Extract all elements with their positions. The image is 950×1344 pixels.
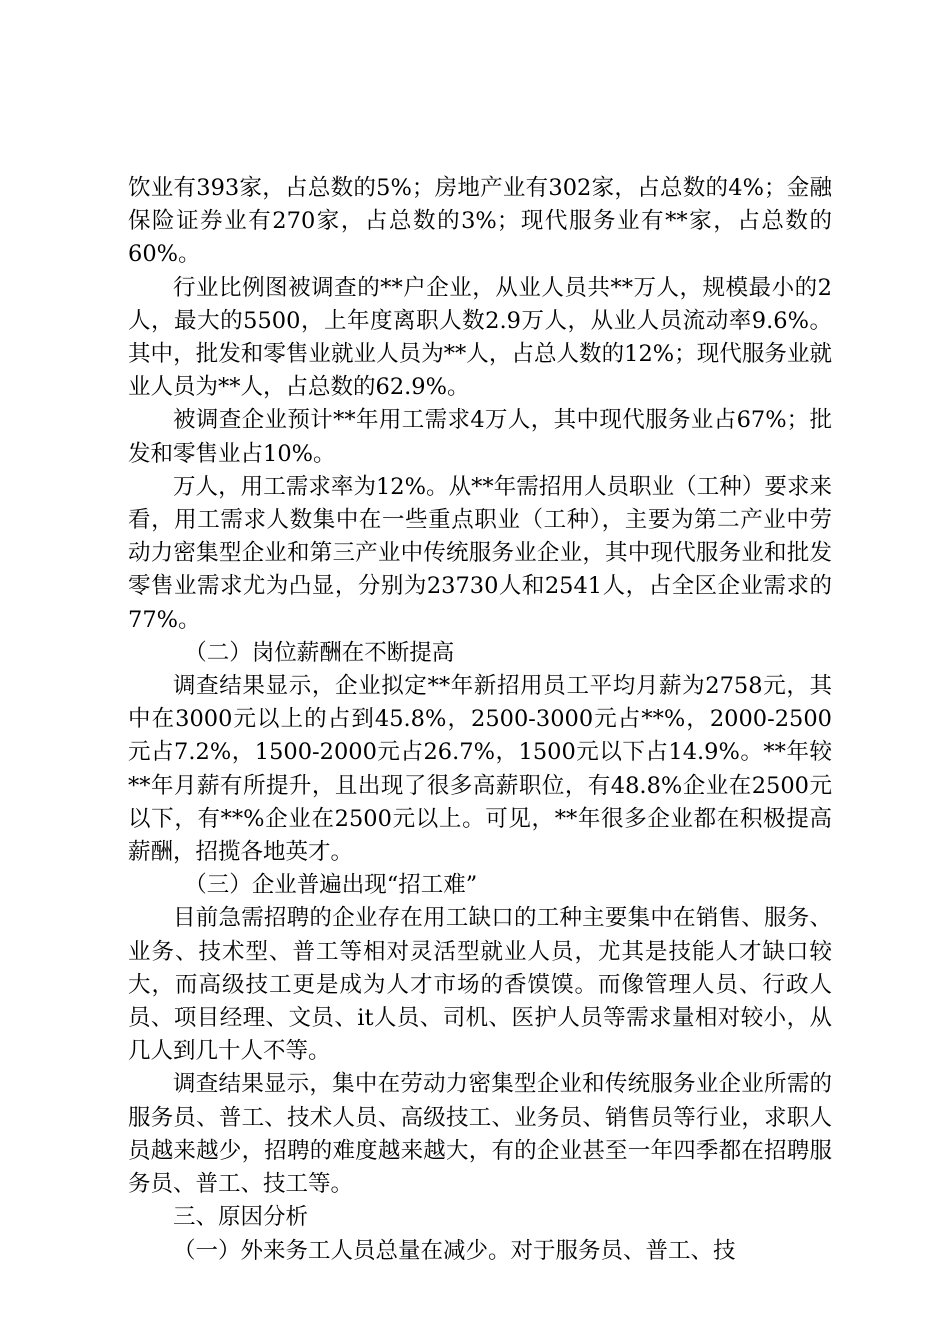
- paragraph-8: （一）外来务工人员总量在减少。对于服务员、普工、技: [173, 1237, 736, 1264]
- section-heading-3: （三）企业普遍出现“招工难”: [184, 872, 478, 899]
- paragraph-2: 行业比例图被调查的**户企业，从业人员共**万人，规模最小的2人，最大的5500，上年度离职人数2.9万人，从业人员流动率9.6%。其中，批发和零售业就业人员为**人，占总人数的12%；现代服务业就业人员为**人，占总数的62.9%。: [128, 274, 832, 401]
- paragraph-3: 被调查企业预计**年用工需求4万人，其中现代服务业占67%；批发和零售业占10%。: [128, 407, 832, 467]
- paragraph-5: 调查结果显示，企业拟定**年新招用员工平均月薪为2758元，其中在3000元以上的占到45.8%，2500-3000元占**%，2000-2500元占7.2%，1500-2000元占26.7%，1500元以下占14.9%。**年较**年月薪有所提升，且出现了很多高薪职位，有48.8%企业在2500元以下，有**%企业在2500元以上。可见，**年很多企业都在积极提高薪酬，招揽各地英才。: [128, 673, 832, 866]
- paragraph-4: 万人，用工需求率为12%。从**年需招用人员职业（工种）要求来看，用工需求人数集中在一些重点职业（工种），主要为第二产业中劳动力密集型企业和第三产业中传统服务业企业，其中现代服务业和批发零售业需求尤为凸显，分别为23730人和2541人，占全区企业需求的77%。: [128, 473, 832, 633]
- paragraph-1: 饮业有393家，占总数的5%；房地产业有302家，占总数的4%；金融保险证券业有270家，占总数的3%；现代服务业有**家，占总数的60%。: [128, 175, 832, 268]
- paragraph-6: 目前急需招聘的企业存在用工缺口的工种主要集中在销售、服务、业务、技术型、普工等相对灵活型就业人员，尤其是技能人才缺口较大，而高级技工更是成为人才市场的香馍馍。而像管理人员、行政人员、项目经理、文员、it人员、司机、医护人员等需求量相对较小，从几人到几十人不等。: [128, 905, 832, 1065]
- section-heading-2: （二）岗位薪酬在不断提高: [184, 639, 455, 666]
- section-heading-cause-analysis: 三、原因分析: [173, 1204, 309, 1231]
- paragraph-7: 调查结果显示，集中在劳动力密集型企业和传统服务业企业所需的服务员、普工、技术人员、高级技工、业务员、销售员等行业，求职人员越来越少，招聘的难度越来越大，有的企业甚至一年四季都在招聘服务员、普工、技工等。: [128, 1071, 832, 1198]
- document-body: [128, 172, 832, 1268]
